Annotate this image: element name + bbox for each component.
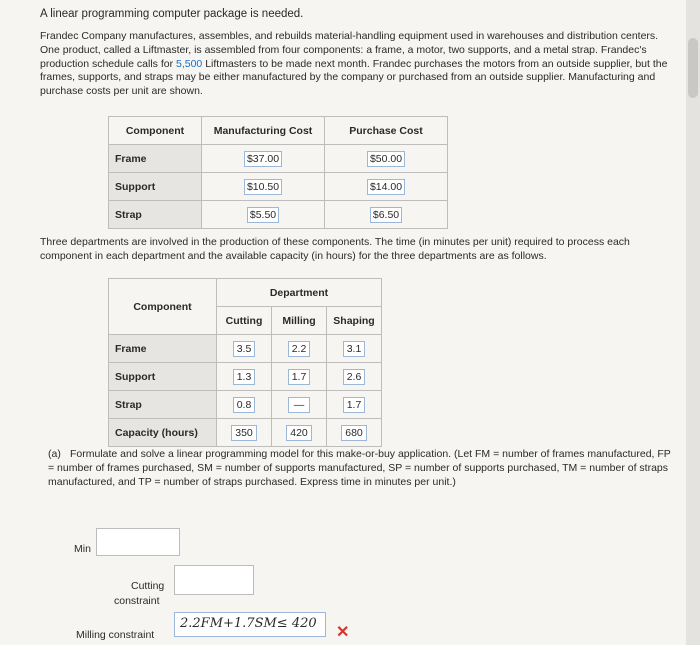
question-body: Formulate and solve a linear programming model for this make-or-buy application. (Let FM = number of frames manufactured, FP = number of frames purchased, SM = number of supports manufactured, SP = number of supports purchased, TM = number of straps manufactured, and TP = number of straps purchased. Express time in minutes per unit.) bbox=[48, 448, 671, 488]
time-value: 0.8 bbox=[233, 397, 256, 413]
row-label: Support bbox=[109, 173, 202, 201]
row-label: Strap bbox=[109, 391, 217, 419]
cost-table-header bbox=[109, 117, 448, 145]
row-label: Frame bbox=[109, 335, 217, 363]
question-prefix: (a) bbox=[48, 448, 61, 460]
table-row bbox=[109, 201, 448, 229]
row-label: Support bbox=[109, 363, 217, 391]
capacity-value: 680 bbox=[341, 425, 367, 441]
cutting-constraint-input[interactable] bbox=[174, 565, 254, 595]
header-milling: Milling bbox=[272, 307, 327, 335]
table-row bbox=[109, 173, 448, 201]
milling-constraint-input[interactable]: 2.2FM+1.7SM≤ 420 bbox=[174, 612, 326, 637]
time-value: — bbox=[288, 397, 310, 413]
capacity-value: 350 bbox=[231, 425, 257, 441]
row-label: Frame bbox=[109, 145, 202, 173]
table-row bbox=[109, 419, 382, 447]
row-label: Strap bbox=[109, 201, 202, 229]
question-text bbox=[48, 448, 673, 489]
header-purchase-cost: Purchase Cost bbox=[325, 117, 448, 145]
time-value: 1.3 bbox=[233, 369, 256, 385]
highlighted-quantity: 5,500 bbox=[176, 57, 203, 70]
paragraph-text-start: Frandec Company manufactures, assembles, and rebuilds material-handling equipment used in warehouses and distribution centers. One product, called a Liftmaster, is assembled from four components: a frame, a motor, two supports, and a metal strap. Frandec's production schedule calls for bbox=[40, 30, 659, 70]
cost-value: $10.50 bbox=[244, 179, 282, 195]
time-table bbox=[108, 278, 382, 447]
cost-value: $5.50 bbox=[247, 207, 279, 223]
paragraph-text-end: Liftmasters to be made next month. Frandec purchases the motors from an outside supplier, but the frames, supports, and straps may be either manufactured by the company or purchased from an outside supplier. Manufacturing and purchase costs per unit are shown. bbox=[40, 57, 668, 98]
time-value: 3.5 bbox=[233, 341, 256, 357]
cost-table bbox=[108, 116, 448, 229]
scrollbar[interactable] bbox=[686, 0, 700, 645]
table-row bbox=[109, 391, 382, 419]
table-row bbox=[109, 145, 448, 173]
header-manufacturing-cost: Manufacturing Cost bbox=[202, 117, 325, 145]
row-label: Capacity (hours) bbox=[109, 419, 217, 447]
departments-paragraph: Three departments are involved in the production of these components. The time (in minutes per unit) required to process each component in each department and the available capacity (in hours) for the three departments are as follows. bbox=[40, 236, 630, 262]
time-value: 1.7 bbox=[288, 369, 311, 385]
time-value: 1.7 bbox=[343, 397, 366, 413]
cost-value: $37.00 bbox=[244, 151, 282, 167]
time-value: 2.2 bbox=[288, 341, 311, 357]
milling-label: Milling constraint bbox=[76, 629, 155, 641]
cutting-label-line1: Cutting bbox=[131, 580, 165, 592]
header-cutting: Cutting bbox=[217, 307, 272, 335]
scroll-thumb[interactable] bbox=[688, 38, 698, 98]
cost-value: $14.00 bbox=[367, 179, 405, 195]
min-label: Min bbox=[74, 543, 91, 555]
time-value: 2.6 bbox=[343, 369, 366, 385]
table-row bbox=[109, 335, 382, 363]
intro-text: A linear programming computer package is needed. bbox=[40, 8, 304, 20]
header-component: Component bbox=[109, 279, 217, 335]
capacity-value: 420 bbox=[286, 425, 312, 441]
table-row bbox=[109, 363, 382, 391]
cost-value: $6.50 bbox=[370, 207, 402, 223]
header-shaping: Shaping bbox=[327, 307, 382, 335]
problem-paragraph bbox=[40, 30, 670, 99]
cutting-label-line2: constraint bbox=[114, 595, 160, 607]
incorrect-icon: ✕ bbox=[336, 624, 350, 641]
objective-input[interactable] bbox=[96, 528, 180, 556]
cost-value: $50.00 bbox=[367, 151, 405, 167]
header-component: Component bbox=[109, 117, 202, 145]
header-department: Department bbox=[217, 279, 382, 307]
time-value: 3.1 bbox=[343, 341, 366, 357]
